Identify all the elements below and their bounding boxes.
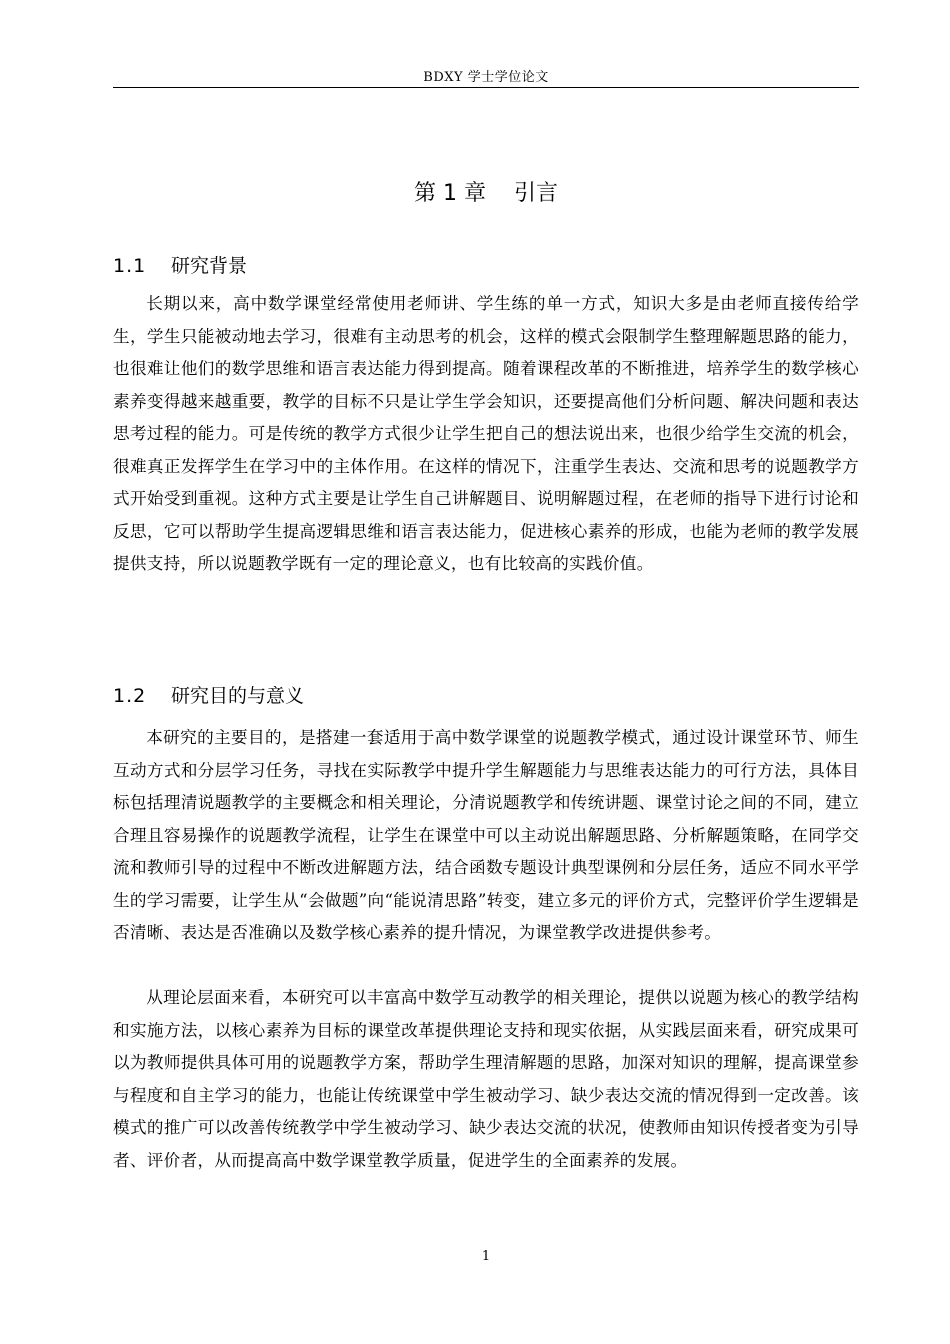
section-number: 1.1 <box>113 255 147 277</box>
page-number: 1 <box>481 1249 491 1264</box>
paragraph-research-significance: 从理论层面来看，本研究可以丰富高中数学互动教学的相关理论，提供以说题为核心的教学结构和实施方法，以核心素养为目标的课堂改革提供理论支持和现实依据，从实践层面来看，研究成果可以为教师提供具体可用的说题教学方案，帮助学生理清解题的思路，加深对知识的理解，提高课堂参与程度和自主学习的能力，也能让传统课堂中学生被动学习、缺少表达交流的情况得到一定改善。该模式的推广可以改善传统教学中学生被动学习、缺少表达交流的状况，使教师由知识传授者变为引导者、评价者，从而提高高中数学课堂教学质量，促进学生的全面素养的发展。 <box>113 988 859 1170</box>
paragraph-research-background: 长期以来，高中数学课堂经常使用老师讲、学生练的单一方式，知识大多是由老师直接传给学生，学生只能被动地去学习，很难有主动思考的机会，这样的模式会限制学生整理解题思路的能力，也很难让他们的数学思维和语言表达能力得到提高。随着课程改革的不断推进，培养学生的数学核心素养变得越来越重要，教学的目标不只是让学生学会知识，还要提高他们分析问题、解决问题和表达思考过程的能力。可是传统的教学方式很少让学生把自己的想法说出来，也很少给学生交流的机会，很难真正发挥学生在学习中的主体作用。在这样的情况下，注重学生表达、交流和思考的说题教学方式开始受到重视。这种方式主要是让学生自己讲解题目、说明解题过程，在老师的指导下进行讨论和反思，它可以帮助学生提高逻辑思维和语言表达能力，促进核心素养的形成，也能为老师的教学发展提供支持，所以说题教学既有一定的理论意义，也有比较高的实践价值。 <box>113 294 859 573</box>
chapter-title: 第 1 章 引言 <box>414 181 558 206</box>
paragraph-research-purpose: 本研究的主要目的，是搭建一套适用于高中数学课堂的说题教学模式，通过设计课堂环节、师生互动方式和分层学习任务，寻找在实际教学中提升学生解题能力与思维表达能力的可行方法，具体目标包括理清说题教学的主要概念和相关理论，分清说题教学和传统讲题、课堂讨论之间的不同，建立合理且容易操作的说题教学流程，让学生在课堂中可以主动说出解题思路、分析解题策略，在同学交流和教师引导的过程中不断改进解题方法，结合函数专题设计典型课例和分层任务，适应不同水平学生的学习需要，让学生从“会做题”向“能说清思路”转变，建立多元的评价方式，完整评价学生逻辑是否清晰、表达是否准确以及数学核心素养的提升情况，为课堂教学改进提供参考。 <box>113 728 859 942</box>
section-number: 1.2 <box>113 685 147 707</box>
section-title: 研究目的与意义 <box>171 685 305 707</box>
page-header: BDXY 学士学位论文 <box>423 70 549 85</box>
section-heading-1-1 <box>113 251 247 281</box>
header-rule <box>113 87 859 88</box>
section-title: 研究背景 <box>171 255 248 277</box>
section-heading-1-2 <box>113 681 304 711</box>
